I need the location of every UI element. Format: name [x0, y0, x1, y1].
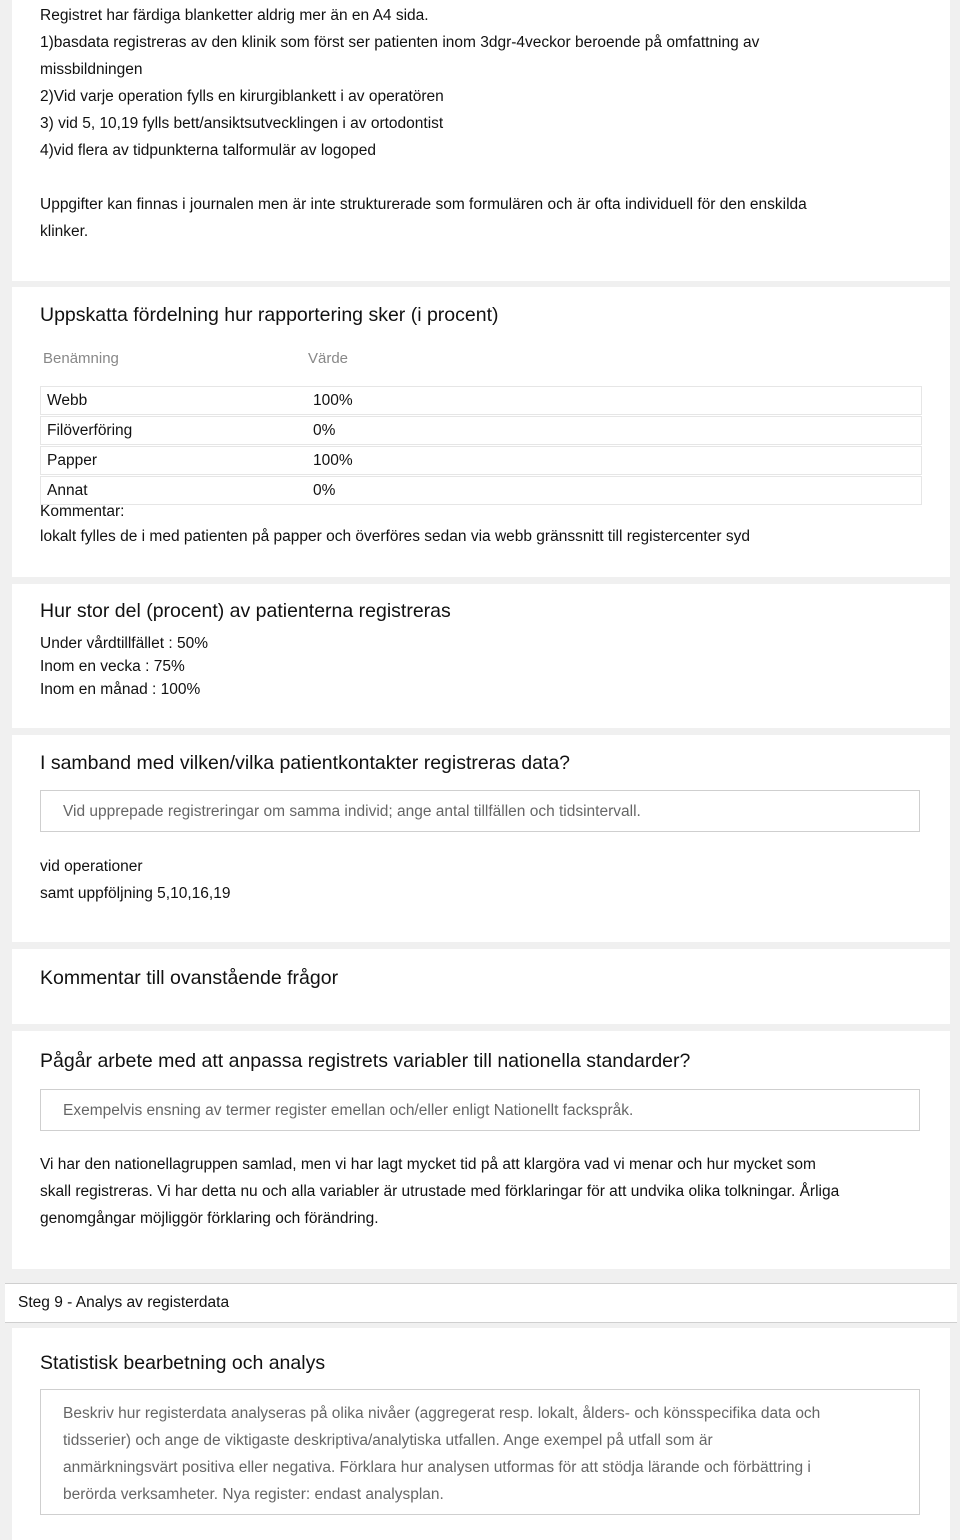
intro-paragraph: Uppgifter kan finnas i journalen men är inte strukturerade som formulären och är ofta individuell för den enskilda: [40, 196, 807, 213]
analysis-hint-line: berörda verksamheter. Nya register: endast analysplan.: [63, 1486, 444, 1503]
standards-answer: genomgångar möjliggör förklaring och förändring.: [40, 1210, 379, 1227]
analysis-hint-line: tidsserier) och ange de viktigaste deskriptiva/analytiska utfallen. Ange exempel på utfall som är: [63, 1432, 713, 1449]
row-value: 0%: [313, 482, 336, 499]
standards-answer: skall registreras. Vi har detta nu och alla variabler är utrustade med förklaringar för att undvika olika tolkningar. Årliga: [40, 1183, 840, 1200]
standards-hint: Exempelvis ensning av termer register emellan och/eller enligt Nationellt fackspråk.: [40, 1089, 920, 1131]
row-name: Webb: [47, 392, 88, 409]
table-row: [40, 446, 922, 475]
intro-card: [12, 0, 950, 281]
analysis-hint-line: anmärkningsvärt positiva eller negativa. Förklara hur analysen utformas för att stödja lärande och förbättring i: [63, 1459, 811, 1476]
column-header-value: Värde: [308, 350, 349, 367]
share-line: Inom en vecka : 75%: [40, 658, 185, 675]
standards-answer: Vi har den nationellagruppen samlad, men vi har lagt mycket tid på att klargöra vad vi menar och hur mycket som: [40, 1156, 816, 1173]
table-row: [40, 416, 922, 445]
reporting-question: Uppskatta fördelning hur rapportering sker (i procent): [40, 304, 499, 326]
row-name: Papper: [47, 452, 97, 469]
column-header-name: Benämning: [43, 350, 119, 367]
intro-line: 1)basdata registreras av den klinik som först ser patienten inom 3dgr-4veckor beroende på omfattning av: [40, 34, 760, 51]
standards-question: Pågår arbete med att anpassa registrets variabler till nationella standarder?: [40, 1050, 691, 1072]
table-row: [40, 476, 922, 505]
analysis-hint: [40, 1389, 920, 1515]
intro-paragraph: klinker.: [40, 223, 89, 240]
contacts-answer: samt uppföljning 5,10,16,19: [40, 885, 231, 902]
row-name: Filöverföring: [47, 422, 133, 439]
intro-line: missbildningen: [40, 61, 143, 78]
intro-line: 2)Vid varje operation fylls en kirurgiblankett i av operatören: [40, 88, 444, 105]
share-question: Hur stor del (procent) av patienterna registreras: [40, 600, 451, 622]
share-line: Inom en månad : 100%: [40, 681, 201, 698]
row-value: 0%: [313, 422, 336, 439]
contacts-hint: Vid upprepade registreringar om samma individ; ange antal tillfällen och tidsintervall.: [40, 790, 920, 832]
contacts-question: I samband med vilken/vilka patientkontakter registreras data?: [40, 752, 571, 774]
step-title: Steg 9 - Analys av registerdata: [18, 1294, 230, 1311]
intro-line: Registret har färdiga blanketter aldrig mer än en A4 sida.: [40, 7, 429, 24]
analysis-hint-line: Beskriv hur registerdata analyseras på olika nivåer (aggregerat resp. lokalt, ålders- och könsspecifika data och: [63, 1405, 821, 1422]
comment-text: lokalt fylles de i med patienten på papper och överföres sedan via webb gränssnitt till registercenter syd: [40, 528, 750, 545]
share-line: Under vårdtillfället : 50%: [40, 635, 208, 652]
table-row: [40, 386, 922, 415]
contacts-answer: vid operationer: [40, 858, 143, 875]
step-header: [5, 1283, 957, 1323]
intro-line: 3) vid 5, 10,19 fylls bett/ansiktsutvecklingen i av ortodontist: [40, 115, 444, 132]
row-value: 100%: [313, 392, 353, 409]
row-name: Annat: [47, 482, 88, 499]
comment-label: Kommentar:: [40, 503, 125, 520]
comment-question: Kommentar till ovanstående frågor: [40, 967, 339, 989]
analysis-question: Statistisk bearbetning och analys: [40, 1352, 326, 1374]
row-value: 100%: [313, 452, 353, 469]
intro-line: 4)vid flera av tidpunkterna talformulär av logoped: [40, 142, 377, 159]
